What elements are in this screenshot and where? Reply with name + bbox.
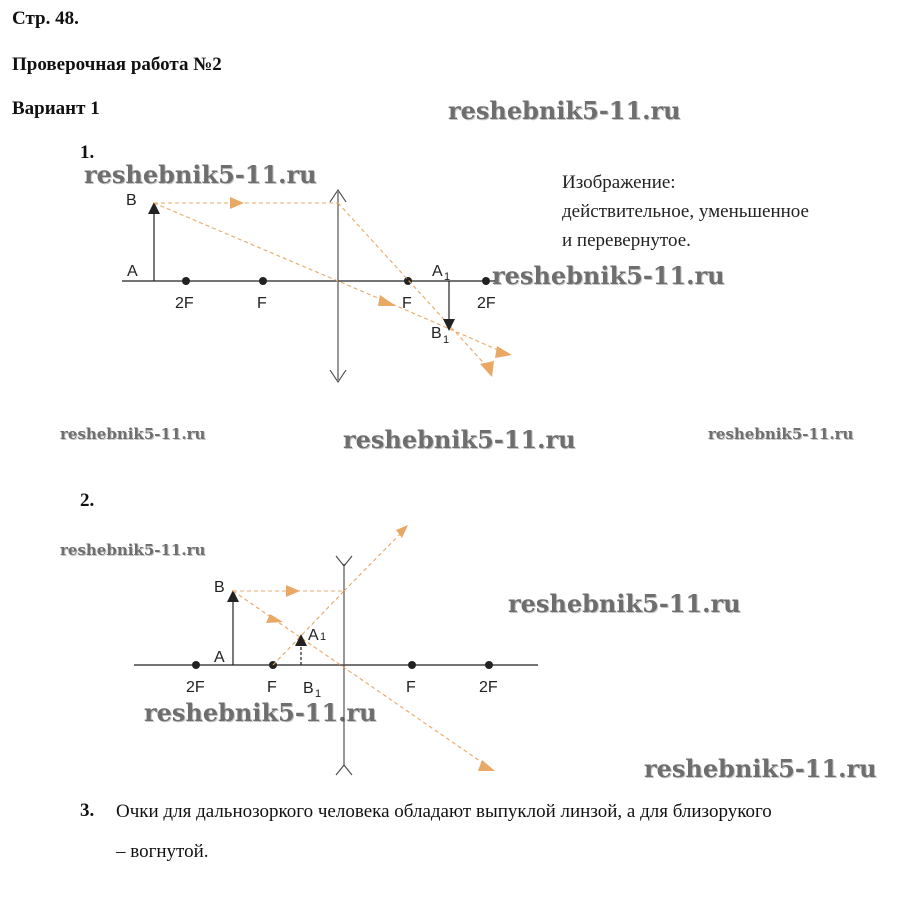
work-title: Проверочная работа №2 (12, 54, 222, 75)
lens-bottom-v (336, 765, 352, 775)
variant-title: Вариант 1 (12, 98, 100, 119)
label-b1-sub: 1 (443, 334, 450, 346)
label-a: A (214, 649, 225, 666)
ray-arrowhead (230, 197, 244, 209)
label-f-left: F (267, 679, 277, 696)
label-f-right: F (406, 679, 416, 696)
ray-arrowhead (478, 760, 495, 771)
ray-arrowhead (396, 525, 408, 538)
label-2f-right: 2F (479, 679, 498, 696)
point-2f-right (482, 277, 490, 285)
label-a1-sub: 1 (320, 631, 327, 643)
caption-line: Изображение: (562, 172, 676, 193)
label-a1: A (432, 263, 443, 280)
watermark: reshebnik5-11.ru (343, 425, 576, 454)
caption-line: действительное, уменьшенное (562, 201, 809, 222)
ray-arrowhead (286, 585, 300, 597)
ray-refracted (338, 203, 490, 370)
label-b: B (214, 579, 225, 596)
point-f-right (408, 661, 416, 669)
point-2f-right (485, 661, 493, 669)
watermark: reshebnik5-11.ru (448, 96, 681, 125)
label-a: A (127, 263, 138, 280)
label-f-right: F (402, 295, 412, 312)
answer-line: – вогнутой. (116, 841, 209, 862)
task2-number: 2. (80, 490, 95, 511)
label-2f-left: 2F (186, 679, 205, 696)
watermark: reshebnik5-11.ru (60, 425, 206, 443)
page-label: Стр. 48. (12, 8, 79, 29)
object-arrowhead (148, 202, 160, 214)
watermark: reshebnik5-11.ru (60, 541, 206, 559)
ray-arrowhead (480, 361, 494, 377)
label-a1-sub: 1 (444, 271, 451, 283)
point-2f-left (182, 277, 190, 285)
task3-number: 3. (80, 800, 95, 821)
ray-arrowhead (378, 295, 396, 306)
point-f-left (259, 277, 267, 285)
point-2f-left (192, 661, 200, 669)
label-2f-right: 2F (477, 295, 496, 312)
ray-arrowhead (495, 346, 512, 358)
watermark: reshebnik5-11.ru (508, 589, 741, 618)
image-arrowhead (295, 634, 307, 646)
label-b: B (126, 192, 137, 209)
watermark: reshebnik5-11.ru (492, 261, 725, 290)
ray-diverged (344, 530, 404, 591)
task3-answer (116, 792, 772, 872)
watermark: reshebnik5-11.ru (644, 754, 877, 783)
answer-line: Очки для дальнозоркого человека обладают выпуклой линзой, а для близорукого (116, 801, 772, 822)
label-b1: B (431, 325, 442, 342)
label-b1-sub: 1 (315, 688, 322, 700)
rays (233, 530, 490, 768)
label-f-left: F (257, 295, 267, 312)
label-a1: A (308, 627, 319, 644)
rays (154, 203, 505, 370)
caption-line: и перевернутое. (562, 230, 691, 251)
watermark: reshebnik5-11.ru (708, 425, 854, 443)
ray-center (154, 203, 392, 304)
watermark: reshebnik5-11.ru (84, 160, 317, 189)
task1-number: 1. (80, 142, 95, 163)
watermark: reshebnik5-11.ru (144, 698, 377, 727)
object-arrowhead (227, 590, 239, 602)
label-2f-left: 2F (175, 295, 194, 312)
label-b1: B (303, 680, 314, 697)
